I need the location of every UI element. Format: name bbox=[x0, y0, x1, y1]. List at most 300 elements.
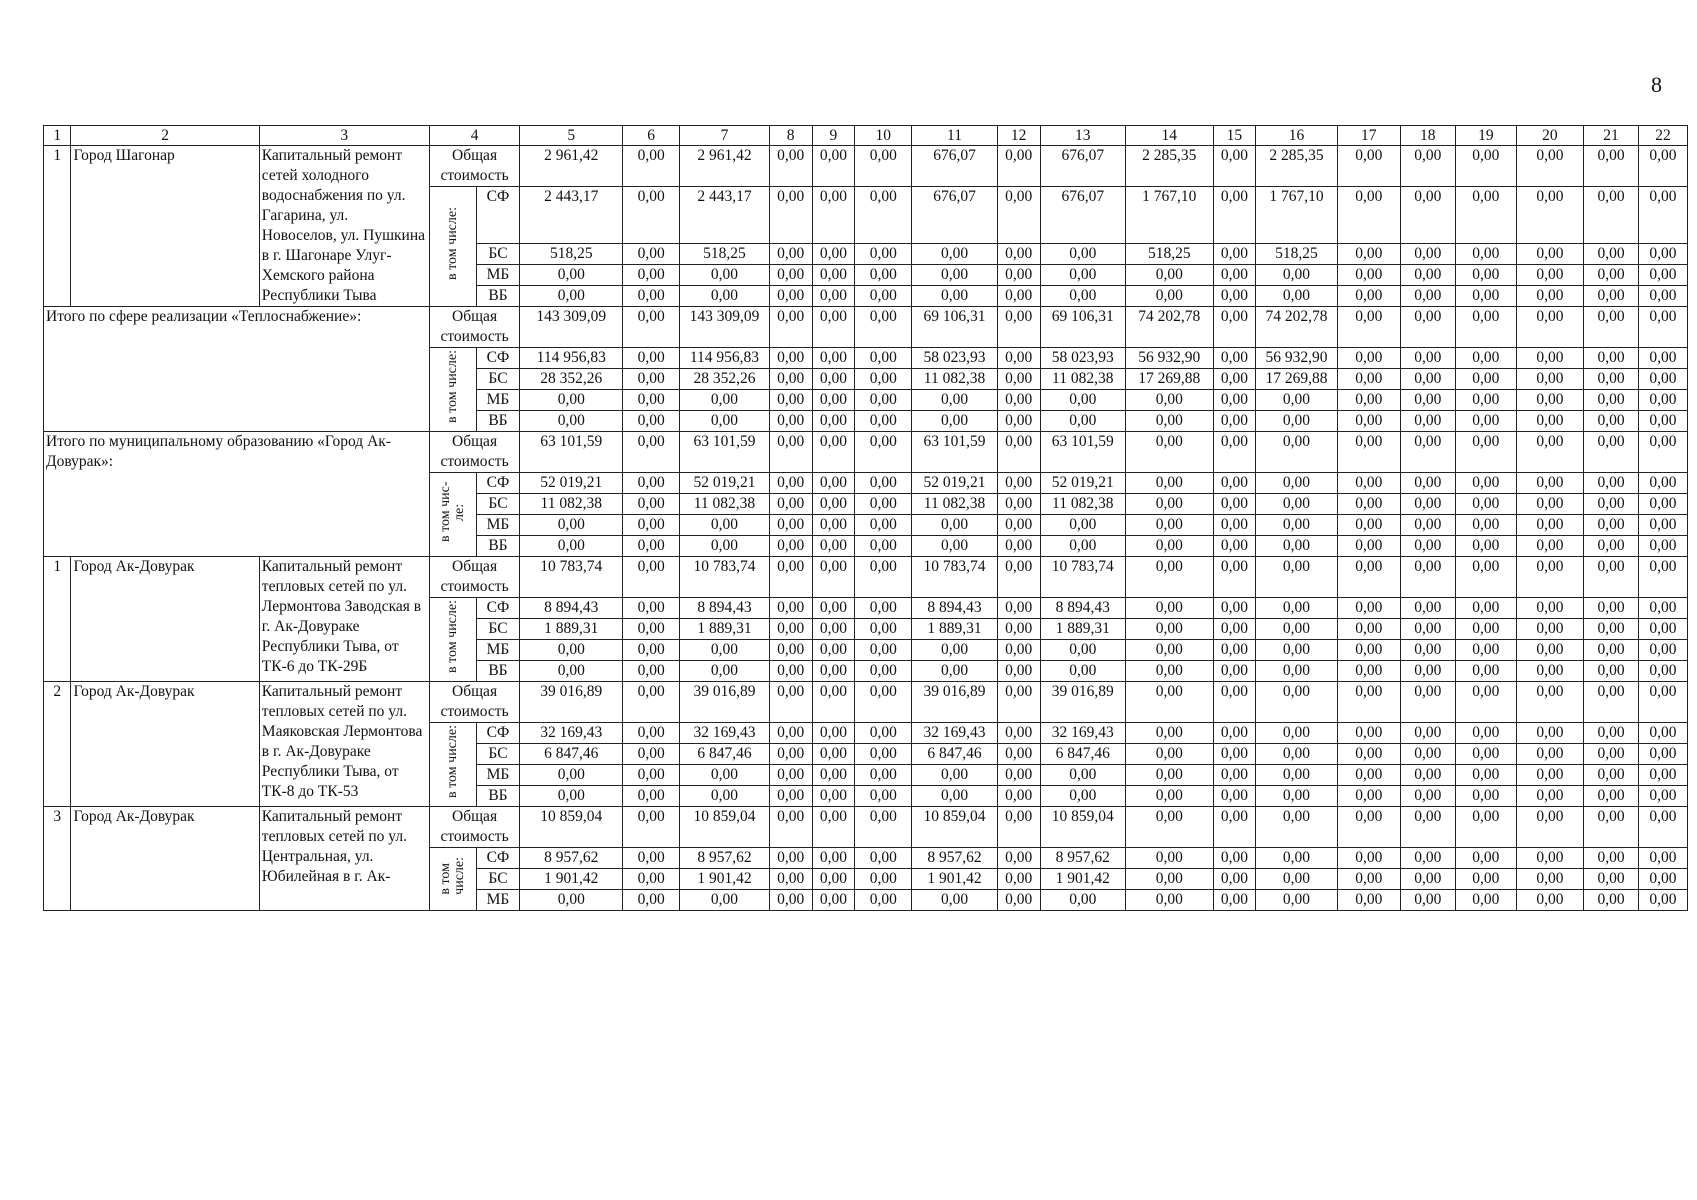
value-cell: 0,00 bbox=[855, 765, 912, 786]
table-row-total bbox=[44, 807, 1688, 848]
in-part-label bbox=[429, 598, 476, 682]
value-cell: 0,00 bbox=[1337, 682, 1400, 723]
value-cell: 0,00 bbox=[1213, 848, 1256, 869]
value-cell: 0,00 bbox=[1126, 682, 1214, 723]
value-cell: 0,00 bbox=[855, 682, 912, 723]
value-cell: 0,00 bbox=[1256, 473, 1337, 494]
value-cell: 17 269,88 bbox=[1256, 369, 1337, 390]
value-cell: 0,00 bbox=[855, 348, 912, 369]
value-cell: 0,00 bbox=[1256, 265, 1337, 286]
value-cell: 28 352,26 bbox=[680, 369, 770, 390]
value-cell: 63 101,59 bbox=[520, 432, 623, 473]
value-cell: 0,00 bbox=[1584, 244, 1639, 265]
value-cell: 0,00 bbox=[1256, 286, 1337, 307]
value-cell: 143 309,09 bbox=[680, 307, 770, 348]
value-cell: 0,00 bbox=[1516, 598, 1583, 619]
value-cell: 0,00 bbox=[1584, 307, 1639, 348]
value-cell: 74 202,78 bbox=[1256, 307, 1337, 348]
value-cell: 0,00 bbox=[1455, 515, 1516, 536]
value-cell: 0,00 bbox=[1256, 390, 1337, 411]
value-cell: 0,00 bbox=[1638, 557, 1687, 598]
value-cell: 0,00 bbox=[855, 265, 912, 286]
value-cell: 0,00 bbox=[1256, 432, 1337, 473]
value-cell: 0,00 bbox=[623, 411, 680, 432]
value-cell: 0,00 bbox=[1256, 640, 1337, 661]
value-cell: 0,00 bbox=[680, 411, 770, 432]
value-cell: 0,00 bbox=[1337, 265, 1400, 286]
value-cell: 0,00 bbox=[855, 807, 912, 848]
value-cell: 0,00 bbox=[1213, 640, 1256, 661]
value-cell: 0,00 bbox=[623, 786, 680, 807]
column-number: 3 bbox=[259, 126, 429, 146]
value-cell: 0,00 bbox=[680, 765, 770, 786]
value-cell: 0,00 bbox=[680, 515, 770, 536]
value-cell: 0,00 bbox=[623, 187, 680, 244]
value-cell: 0,00 bbox=[1638, 432, 1687, 473]
value-cell: 0,00 bbox=[812, 286, 855, 307]
total-cost-label bbox=[429, 682, 520, 723]
value-cell: 0,00 bbox=[1256, 807, 1337, 848]
value-cell: 0,00 bbox=[1516, 348, 1583, 369]
value-cell: 0,00 bbox=[855, 640, 912, 661]
value-cell: 518,25 bbox=[1256, 244, 1337, 265]
value-cell: 0,00 bbox=[855, 890, 912, 911]
value-cell: 0,00 bbox=[1400, 682, 1455, 723]
budget-table bbox=[43, 125, 1688, 911]
value-cell: 0,00 bbox=[1455, 640, 1516, 661]
value-cell: 0,00 bbox=[680, 640, 770, 661]
value-cell: 0,00 bbox=[1337, 146, 1400, 187]
value-cell: 0,00 bbox=[1638, 265, 1687, 286]
value-cell: 1 889,31 bbox=[1040, 619, 1126, 640]
value-cell: 0,00 bbox=[1638, 515, 1687, 536]
total-cost-label bbox=[429, 432, 520, 473]
value-cell: 11 082,38 bbox=[680, 494, 770, 515]
value-cell: 0,00 bbox=[1638, 348, 1687, 369]
total-cost-word: стоимость bbox=[440, 328, 509, 345]
value-cell: 0,00 bbox=[1516, 411, 1583, 432]
value-cell: 10 783,74 bbox=[520, 557, 623, 598]
funding-source-code: МБ bbox=[476, 640, 520, 661]
value-cell: 0,00 bbox=[1337, 536, 1400, 557]
value-cell: 0,00 bbox=[855, 369, 912, 390]
value-cell: 0,00 bbox=[1040, 244, 1126, 265]
column-number: 9 bbox=[812, 126, 855, 146]
value-cell: 0,00 bbox=[1256, 661, 1337, 682]
value-cell: 0,00 bbox=[812, 619, 855, 640]
value-cell: 0,00 bbox=[1455, 848, 1516, 869]
value-cell: 0,00 bbox=[855, 146, 912, 187]
value-cell: 0,00 bbox=[812, 494, 855, 515]
value-cell: 0,00 bbox=[1638, 723, 1687, 744]
value-cell: 10 859,04 bbox=[520, 807, 623, 848]
value-cell: 0,00 bbox=[997, 723, 1040, 744]
value-cell: 0,00 bbox=[769, 557, 812, 598]
value-cell: 0,00 bbox=[680, 890, 770, 911]
value-cell: 0,00 bbox=[623, 369, 680, 390]
value-cell: 8 894,43 bbox=[1040, 598, 1126, 619]
value-cell: 0,00 bbox=[1400, 786, 1455, 807]
value-cell: 0,00 bbox=[1455, 473, 1516, 494]
value-cell: 8 894,43 bbox=[912, 598, 998, 619]
value-cell: 518,25 bbox=[1126, 244, 1214, 265]
value-cell: 0,00 bbox=[769, 682, 812, 723]
value-cell: 0,00 bbox=[1516, 244, 1583, 265]
value-cell: 0,00 bbox=[1584, 390, 1639, 411]
value-cell: 0,00 bbox=[520, 765, 623, 786]
value-cell: 0,00 bbox=[769, 244, 812, 265]
value-cell: 52 019,21 bbox=[1040, 473, 1126, 494]
funding-source-code: ВБ bbox=[476, 536, 520, 557]
value-cell: 0,00 bbox=[1638, 682, 1687, 723]
value-cell: 0,00 bbox=[1126, 536, 1214, 557]
value-cell: 0,00 bbox=[1516, 869, 1583, 890]
value-cell: 52 019,21 bbox=[912, 473, 998, 494]
value-cell: 0,00 bbox=[769, 744, 812, 765]
value-cell: 0,00 bbox=[1126, 786, 1214, 807]
municipality-name: Город Ак-Довурак bbox=[71, 557, 259, 682]
value-cell: 0,00 bbox=[912, 765, 998, 786]
value-cell: 0,00 bbox=[1638, 661, 1687, 682]
in-part-text: в том чис- ле: bbox=[437, 481, 467, 542]
value-cell: 0,00 bbox=[1400, 473, 1455, 494]
value-cell: 0,00 bbox=[997, 598, 1040, 619]
value-cell: 1 901,42 bbox=[1040, 869, 1126, 890]
value-cell: 0,00 bbox=[1400, 348, 1455, 369]
value-cell: 0,00 bbox=[1584, 369, 1639, 390]
total-cost-word: Общая bbox=[452, 433, 498, 450]
value-cell: 0,00 bbox=[1638, 619, 1687, 640]
value-cell: 0,00 bbox=[1337, 723, 1400, 744]
value-cell: 0,00 bbox=[1638, 807, 1687, 848]
value-cell: 0,00 bbox=[812, 557, 855, 598]
value-cell: 0,00 bbox=[1584, 411, 1639, 432]
value-cell: 0,00 bbox=[1584, 515, 1639, 536]
value-cell: 0,00 bbox=[1455, 619, 1516, 640]
value-cell: 0,00 bbox=[623, 473, 680, 494]
in-part-text: в том числе: bbox=[444, 350, 460, 423]
value-cell: 0,00 bbox=[855, 390, 912, 411]
municipality-name: Город Шагонар bbox=[71, 146, 259, 307]
value-cell: 0,00 bbox=[855, 187, 912, 244]
value-cell: 0,00 bbox=[1256, 515, 1337, 536]
value-cell: 0,00 bbox=[680, 286, 770, 307]
value-cell: 0,00 bbox=[769, 286, 812, 307]
municipality-name: Город Ак-Довурак bbox=[71, 682, 259, 807]
value-cell: 63 101,59 bbox=[680, 432, 770, 473]
value-cell: 0,00 bbox=[1213, 411, 1256, 432]
value-cell: 8 957,62 bbox=[912, 848, 998, 869]
value-cell: 0,00 bbox=[812, 536, 855, 557]
total-cost-word: стоимость bbox=[440, 703, 509, 720]
value-cell: 0,00 bbox=[812, 890, 855, 911]
value-cell: 0,00 bbox=[812, 348, 855, 369]
value-cell: 0,00 bbox=[520, 390, 623, 411]
value-cell: 0,00 bbox=[623, 390, 680, 411]
value-cell: 0,00 bbox=[1638, 744, 1687, 765]
value-cell: 0,00 bbox=[1213, 432, 1256, 473]
value-cell: 32 169,43 bbox=[680, 723, 770, 744]
value-cell: 0,00 bbox=[1638, 494, 1687, 515]
value-cell: 0,00 bbox=[1516, 515, 1583, 536]
value-cell: 0,00 bbox=[997, 890, 1040, 911]
funding-source-code: СФ bbox=[476, 348, 520, 369]
value-cell: 0,00 bbox=[769, 786, 812, 807]
column-number: 11 bbox=[912, 126, 998, 146]
value-cell: 0,00 bbox=[855, 411, 912, 432]
value-cell: 0,00 bbox=[1337, 640, 1400, 661]
value-cell: 0,00 bbox=[1584, 723, 1639, 744]
value-cell: 0,00 bbox=[1516, 807, 1583, 848]
value-cell: 0,00 bbox=[623, 807, 680, 848]
funding-source-code: ВБ bbox=[476, 786, 520, 807]
value-cell: 0,00 bbox=[1400, 244, 1455, 265]
value-cell: 0,00 bbox=[623, 682, 680, 723]
value-cell: 0,00 bbox=[1400, 432, 1455, 473]
value-cell: 0,00 bbox=[1638, 765, 1687, 786]
value-cell: 0,00 bbox=[1213, 661, 1256, 682]
value-cell: 0,00 bbox=[520, 536, 623, 557]
value-cell: 0,00 bbox=[520, 640, 623, 661]
value-cell: 0,00 bbox=[1256, 619, 1337, 640]
value-cell: 0,00 bbox=[1040, 890, 1126, 911]
value-cell: 0,00 bbox=[1455, 557, 1516, 598]
value-cell: 0,00 bbox=[1638, 890, 1687, 911]
value-cell: 0,00 bbox=[1256, 536, 1337, 557]
value-cell: 0,00 bbox=[1584, 598, 1639, 619]
value-cell: 0,00 bbox=[1516, 557, 1583, 598]
value-cell: 0,00 bbox=[997, 146, 1040, 187]
value-cell: 8 894,43 bbox=[680, 598, 770, 619]
value-cell: 0,00 bbox=[1516, 619, 1583, 640]
value-cell: 0,00 bbox=[1213, 744, 1256, 765]
value-cell: 0,00 bbox=[812, 723, 855, 744]
value-cell: 0,00 bbox=[1126, 807, 1214, 848]
table-row-total bbox=[44, 557, 1688, 598]
value-cell: 0,00 bbox=[1040, 515, 1126, 536]
value-cell: 0,00 bbox=[1400, 494, 1455, 515]
value-cell: 0,00 bbox=[1337, 411, 1400, 432]
value-cell: 0,00 bbox=[1638, 286, 1687, 307]
value-cell: 0,00 bbox=[1126, 765, 1214, 786]
value-cell: 6 847,46 bbox=[1040, 744, 1126, 765]
value-cell: 0,00 bbox=[1584, 765, 1639, 786]
value-cell: 69 106,31 bbox=[1040, 307, 1126, 348]
value-cell: 0,00 bbox=[855, 661, 912, 682]
value-cell: 0,00 bbox=[623, 723, 680, 744]
value-cell: 0,00 bbox=[1455, 432, 1516, 473]
value-cell: 0,00 bbox=[1584, 348, 1639, 369]
value-cell: 0,00 bbox=[1337, 661, 1400, 682]
funding-source-code: БС bbox=[476, 619, 520, 640]
value-cell: 0,00 bbox=[1516, 890, 1583, 911]
value-cell: 0,00 bbox=[1455, 682, 1516, 723]
value-cell: 8 957,62 bbox=[520, 848, 623, 869]
value-cell: 0,00 bbox=[812, 265, 855, 286]
value-cell: 0,00 bbox=[1516, 265, 1583, 286]
value-cell: 0,00 bbox=[1584, 265, 1639, 286]
value-cell: 0,00 bbox=[1638, 848, 1687, 869]
value-cell: 0,00 bbox=[1516, 286, 1583, 307]
value-cell: 0,00 bbox=[1516, 682, 1583, 723]
value-cell: 0,00 bbox=[812, 411, 855, 432]
value-cell: 1 767,10 bbox=[1126, 187, 1214, 244]
value-cell: 0,00 bbox=[1638, 598, 1687, 619]
value-cell: 676,07 bbox=[1040, 146, 1126, 187]
value-cell: 676,07 bbox=[1040, 187, 1126, 244]
value-cell: 0,00 bbox=[1584, 432, 1639, 473]
value-cell: 0,00 bbox=[855, 244, 912, 265]
value-cell: 0,00 bbox=[812, 807, 855, 848]
table-row-total bbox=[44, 432, 1688, 473]
column-number: 18 bbox=[1400, 126, 1455, 146]
value-cell: 0,00 bbox=[1455, 786, 1516, 807]
value-cell: 0,00 bbox=[1455, 598, 1516, 619]
value-cell: 0,00 bbox=[1516, 640, 1583, 661]
value-cell: 0,00 bbox=[769, 807, 812, 848]
value-cell: 0,00 bbox=[912, 286, 998, 307]
project-description: Капитальный ремонт тепловых сетей по ул. Лермонтова Заводская в г. Ак-Довураке Республики Тыва, от ТК-6 до ТК-29Б bbox=[259, 557, 429, 682]
value-cell: 0,00 bbox=[812, 307, 855, 348]
value-cell: 0,00 bbox=[1584, 661, 1639, 682]
value-cell: 0,00 bbox=[997, 515, 1040, 536]
project-description: Капитальный ремонт тепловых сетей по ул. Маяковская Лермонтова в г. Ак-Довураке Республики Тыва, от ТК-8 до ТК-53 bbox=[259, 682, 429, 807]
value-cell: 143 309,09 bbox=[520, 307, 623, 348]
value-cell: 0,00 bbox=[769, 187, 812, 244]
value-cell: 0,00 bbox=[1400, 848, 1455, 869]
value-cell: 0,00 bbox=[997, 848, 1040, 869]
value-cell: 0,00 bbox=[812, 390, 855, 411]
value-cell: 0,00 bbox=[1256, 848, 1337, 869]
value-cell: 0,00 bbox=[812, 744, 855, 765]
value-cell: 58 023,93 bbox=[912, 348, 998, 369]
value-cell: 0,00 bbox=[855, 723, 912, 744]
value-cell: 0,00 bbox=[623, 557, 680, 598]
value-cell: 0,00 bbox=[997, 187, 1040, 244]
value-cell: 0,00 bbox=[997, 536, 1040, 557]
value-cell: 0,00 bbox=[1337, 890, 1400, 911]
value-cell: 0,00 bbox=[1638, 473, 1687, 494]
row-number: 3 bbox=[44, 807, 71, 911]
value-cell: 0,00 bbox=[997, 661, 1040, 682]
value-cell: 0,00 bbox=[769, 473, 812, 494]
value-cell: 0,00 bbox=[997, 265, 1040, 286]
project-description: Капитальный ремонт сетей холодного водоснабжения по ул. Гагарина, ул. Новоселов, ул. Пушкина в г. Шагонаре Улуг-Хемского района Республики Тыва bbox=[259, 146, 429, 307]
column-number: 12 bbox=[997, 126, 1040, 146]
column-number: 8 bbox=[769, 126, 812, 146]
value-cell: 0,00 bbox=[1126, 265, 1214, 286]
in-part-text: в том числе: bbox=[444, 600, 460, 673]
value-cell: 8 957,62 bbox=[1040, 848, 1126, 869]
in-part-label bbox=[429, 723, 476, 807]
value-cell: 0,00 bbox=[912, 244, 998, 265]
value-cell: 0,00 bbox=[1455, 869, 1516, 890]
value-cell: 0,00 bbox=[623, 536, 680, 557]
value-cell: 2 961,42 bbox=[520, 146, 623, 187]
total-cost-word: Общая bbox=[452, 147, 498, 164]
total-cost-word: Общая bbox=[452, 558, 498, 575]
value-cell: 0,00 bbox=[1256, 411, 1337, 432]
value-cell: 0,00 bbox=[1256, 744, 1337, 765]
value-cell: 0,00 bbox=[1126, 557, 1214, 598]
value-cell: 0,00 bbox=[1213, 515, 1256, 536]
value-cell: 0,00 bbox=[812, 848, 855, 869]
value-cell: 0,00 bbox=[1455, 890, 1516, 911]
funding-source-code: МБ bbox=[476, 515, 520, 536]
value-cell: 0,00 bbox=[769, 265, 812, 286]
value-cell: 1 901,42 bbox=[680, 869, 770, 890]
value-cell: 11 082,38 bbox=[912, 494, 998, 515]
value-cell: 0,00 bbox=[1213, 682, 1256, 723]
value-cell: 0,00 bbox=[623, 307, 680, 348]
value-cell: 0,00 bbox=[769, 869, 812, 890]
row-number: 1 bbox=[44, 557, 71, 682]
value-cell: 0,00 bbox=[1455, 244, 1516, 265]
funding-source-code: СФ bbox=[476, 848, 520, 869]
column-number: 21 bbox=[1584, 126, 1639, 146]
value-cell: 69 106,31 bbox=[912, 307, 998, 348]
total-cost-label bbox=[429, 557, 520, 598]
value-cell: 0,00 bbox=[1638, 369, 1687, 390]
value-cell: 0,00 bbox=[812, 187, 855, 244]
value-cell: 0,00 bbox=[1455, 411, 1516, 432]
funding-source-code: МБ bbox=[476, 765, 520, 786]
value-cell: 0,00 bbox=[1126, 473, 1214, 494]
value-cell: 0,00 bbox=[1516, 494, 1583, 515]
total-cost-word: Общая bbox=[452, 808, 498, 825]
value-cell: 39 016,89 bbox=[912, 682, 998, 723]
value-cell: 2 443,17 bbox=[680, 187, 770, 244]
value-cell: 0,00 bbox=[1400, 187, 1455, 244]
value-cell: 0,00 bbox=[997, 869, 1040, 890]
table-row-total bbox=[44, 146, 1688, 187]
value-cell: 0,00 bbox=[1584, 473, 1639, 494]
funding-source-code: БС bbox=[476, 244, 520, 265]
value-cell: 0,00 bbox=[1337, 765, 1400, 786]
value-cell: 0,00 bbox=[855, 786, 912, 807]
value-cell: 0,00 bbox=[1126, 744, 1214, 765]
value-cell: 0,00 bbox=[520, 265, 623, 286]
column-number: 16 bbox=[1256, 126, 1337, 146]
value-cell: 0,00 bbox=[1126, 640, 1214, 661]
value-cell: 0,00 bbox=[680, 265, 770, 286]
funding-source-code: ВБ bbox=[476, 411, 520, 432]
in-part-label bbox=[429, 848, 476, 911]
value-cell: 0,00 bbox=[1584, 786, 1639, 807]
funding-source-code: ВБ bbox=[476, 286, 520, 307]
value-cell: 0,00 bbox=[997, 307, 1040, 348]
value-cell: 0,00 bbox=[1400, 619, 1455, 640]
value-cell: 0,00 bbox=[1040, 411, 1126, 432]
value-cell: 0,00 bbox=[623, 348, 680, 369]
value-cell: 0,00 bbox=[1337, 807, 1400, 848]
value-cell: 0,00 bbox=[997, 369, 1040, 390]
value-cell: 0,00 bbox=[623, 848, 680, 869]
value-cell: 0,00 bbox=[997, 786, 1040, 807]
value-cell: 0,00 bbox=[520, 286, 623, 307]
total-cost-word: Общая bbox=[452, 308, 498, 325]
value-cell: 0,00 bbox=[1455, 536, 1516, 557]
in-part-text: в том числе: bbox=[444, 725, 460, 798]
value-cell: 0,00 bbox=[1337, 515, 1400, 536]
value-cell: 0,00 bbox=[520, 661, 623, 682]
value-cell: 518,25 bbox=[680, 244, 770, 265]
value-cell: 0,00 bbox=[1400, 640, 1455, 661]
value-cell: 0,00 bbox=[769, 723, 812, 744]
value-cell: 0,00 bbox=[1638, 146, 1687, 187]
value-cell: 0,00 bbox=[1337, 286, 1400, 307]
value-cell: 28 352,26 bbox=[520, 369, 623, 390]
